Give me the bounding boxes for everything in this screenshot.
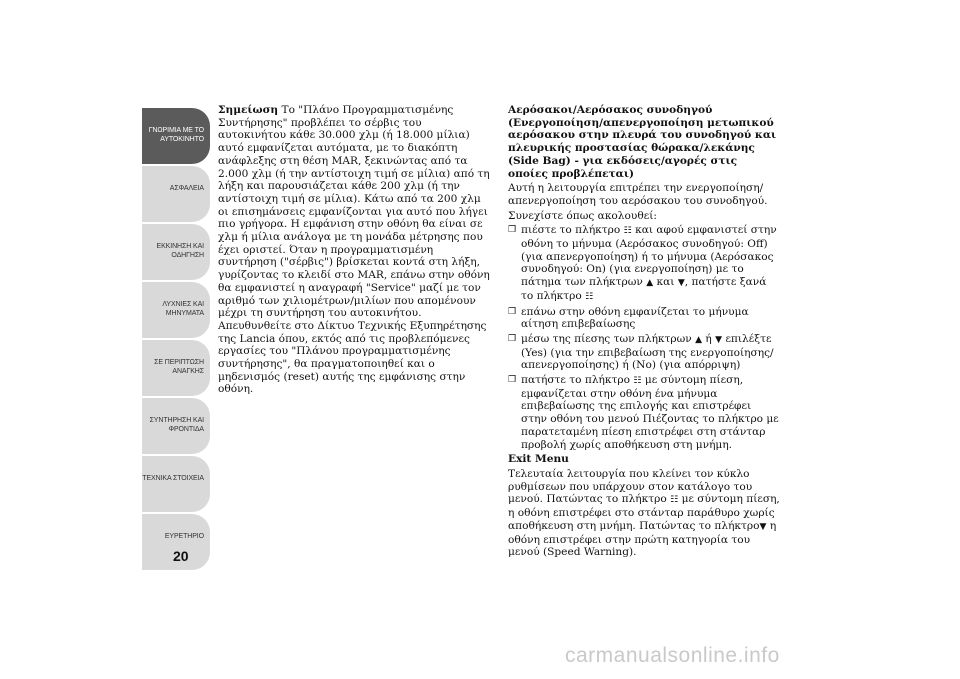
step-4 (508, 374, 780, 451)
tab-starting-driving[interactable] (142, 224, 210, 280)
tab-label: ΛΥΧΝΙΕΣ ΚΑΙ ΜΗΝΥΜΑΤΑ (162, 301, 204, 317)
down-button-icon: ▼ (677, 278, 685, 289)
tab-safety[interactable] (142, 166, 210, 222)
exit-text: η οθόνη επιστρέφει στην πρώτη κατηγορία του μενού (Speed Warning). (508, 519, 777, 559)
down-button-icon: ▼ (715, 334, 723, 345)
right-column (508, 104, 780, 561)
checkbox-icon: ❒ (508, 375, 517, 386)
step-text: και (656, 276, 675, 289)
up-button-icon: ▲ (646, 278, 654, 289)
checkbox-icon: ❒ (508, 333, 517, 344)
step-1 (508, 224, 780, 303)
tab-maintenance[interactable] (142, 398, 210, 454)
intro-text: Αυτή η λειτουργία επιτρέπει την ενεργοποίηση/απενεργοποίηση του αερόσακου του συνοδηγού. (508, 182, 768, 207)
chapter-tabs (142, 108, 210, 572)
checkbox-icon: ❒ (508, 306, 517, 317)
exit-menu-text (508, 468, 780, 559)
menu-button-icon: ☷ (623, 226, 632, 237)
left-column (218, 104, 492, 398)
step-text: με σύντομη πίεση, εμφανίζεται στην οθόνη ένα μήνυμα επιβεβαίωσης της επιλογής και επιστρέφει στην οθόνη του μενού Πιέζοντας το πλήκτρο με παρατεταμένη πίεση επιστρέφει στη στάνταρ προβολή χωρίς αποθήκευση στη μνήμη. (521, 374, 779, 451)
exit-text: με σύντομη πίεση, η οθόνη επιστρέφει στο στάνταρ παράθυρο χωρίς αποθήκευση στη μνήμη. Πατώντας το πλήκτρο (508, 493, 780, 532)
menu-button-icon: ☷ (633, 376, 642, 387)
tab-technical-data[interactable] (142, 456, 210, 512)
tab-warning-lights[interactable] (142, 282, 210, 338)
page-number: 20 (173, 548, 189, 564)
watermark: carmanualsonline.info (565, 644, 780, 667)
step-text: και αφού εμφανιστεί στην οθόνη το μήνυμα (Αερόσακος συνοδηγού: Off) (για απενεργοποίηση) ή το μήνυμα (Αερόσακος συνοδηγού: On) (για ενεργοποίηση) με το πάτημα των πλήκτρων (521, 224, 777, 289)
menu-button-icon: ☷ (670, 495, 679, 506)
tab-label: ΣΥΝΤΗΡΗΣΗ ΚΑΙ ΦΡΟΝΤΙΔΑ (149, 417, 204, 433)
menu-button-icon: ☷ (585, 291, 594, 302)
exit-menu-title: Exit Menu (508, 453, 569, 466)
tab-label: ΤΕΧΝΙΚΑ ΣΤΟΙΧΕΙΑ (142, 475, 204, 482)
down-button-icon: ▼ (759, 521, 767, 532)
tab-emergency[interactable] (142, 340, 210, 396)
step-3 (508, 333, 780, 372)
step-text: , πατήστε ξανά το πλήκτρο (521, 276, 767, 302)
up-button-icon: ▲ (695, 334, 703, 345)
step-text: επάνω στην οθόνη εμφανίζεται το μήνυμα αίτηση επιβεβαίωσης (521, 305, 749, 331)
exit-text: Τελευταία λειτουργία που κλείνει τον κύκλο ρυθμίσεων που υπάρχουν στον κατάλογο του μενού. Πατώντας το πλήκτρο (508, 467, 753, 506)
step-text: επιλέξτε (Yes) (για την επιβεβαίωση της ενεργοποίησης/απενεργοποίησης) ή (No) (για απόρριψη) (521, 332, 774, 372)
step-text: πατήστε το πλήκτρο (521, 374, 630, 387)
step-text: πιέστε το πλήκτρο (521, 224, 621, 237)
tab-getting-to-know[interactable] (142, 108, 210, 164)
tab-label: ΕΚΚΙΝΗΣΗ ΚΑΙ ΟΔΗΓΗΣΗ (156, 243, 204, 259)
tab-label: ΑΣΦΑΛΕΙΑ (169, 185, 204, 192)
step-2 (508, 306, 780, 331)
step-text: ή (705, 332, 712, 345)
note-paragraph (218, 104, 492, 396)
note-body: Το "Πλάνο Προγραμματισμένης Συντήρησης" προβλέπει το σέρβις του αυτοκινήτου κάθε 30.000 χλμ (ή 18.000 μίλια) αυτό εμφανίζεται αυτόματα, με το διακόπτη ανάφλεξης στη θέση MAR, ξεκινώντας από τα 2.000 χλμ (ή την αντίστοιχη τιμή σε μίλια) από τη λήξη και παρουσιάζεται κάθε 200 χλμ (ή την αντίστοιχη τιμή σε μίλια). Κάτω από τα 200 χλμ οι επισημάνσεις εμφανίζονται για αυτό που λήγει πιο γρήγορα. Η εμφάνιση στην οθόνη θα είναι σε χλμ ή μίλια ανάλογα με τη μονάδα μέτρησης που έχει οριστεί. Όταν η προγραμματισμένη συντήρηση ("σέρβις") βρίσκεται κοντά στη λήξη, γυρίζοντας το κλειδί στο MAR, επάνω στην οθόνη θα εμφανιστεί η αναγραφή "Service" μαζί με τον αριθμό των χιλιομέτρων/μιλίων που απομένουν μέχρι τη συντήρηση του αυτοκινήτου. Απευθυνθείτε στο Δίκτυο Τεχνικής Εξυπηρέτησης της Lancia όπου, εκτός από τις προβλεπόμενες εργασίες του "Πλάνου προγραμματισμένης συντήρησης", θα πραγματοποιηθεί και ο μηδενισμός (reset) αυτής της εμφάνισης στην οθόνη. (218, 104, 490, 396)
tab-label: ΓΝΩΡΙΜΙΑ ΜΕ ΤΟ ΑΥΤΟΚΙΝΗΤΟ (148, 127, 204, 143)
section-heading: Αερόσακοι/Αερόσακος συνοδηγού (Ενεργοποίηση/απενεργοποίηση μετωπικού αερόσακου στην πλευρά του συνοδηγού και πλευρικής προστασίας θώρακα/λεκάνης (Side Bag) - για εκδόσεις/αγορές στις οποίες προβλέπεται) (508, 104, 777, 180)
checkbox-icon: ❒ (508, 225, 517, 236)
tab-label: ΣΕ ΠΕΡΙΠΤΩΣΗ ΑΝΑΓΚΗΣ (154, 359, 204, 375)
proceed-text: Συνεχίστε όπως ακολουθεί: (508, 209, 657, 222)
note-title: Σημείωση (218, 104, 279, 116)
step-text: μέσω της πίεσης των πλήκτρων (521, 332, 692, 345)
tab-label: ΕΥΡΕΤΗΡΙΟ (164, 533, 204, 540)
